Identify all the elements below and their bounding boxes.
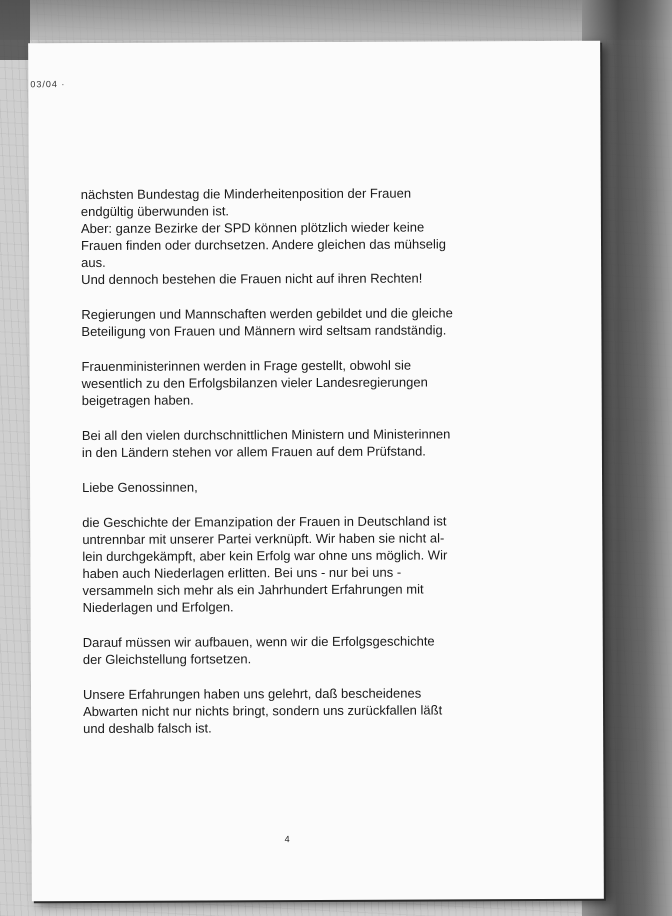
paragraph-2 — [81, 304, 521, 340]
page-number: 4 — [284, 834, 290, 845]
text-line: endgültig überwunden ist. — [80, 203, 230, 220]
text-line: Frauenministerinnen werden in Frage gestellt, obwohl sie — [81, 357, 412, 375]
document-page — [28, 41, 604, 901]
text-line: Liebe Genossinnen, — [82, 479, 198, 496]
paragraph-6 — [83, 632, 523, 668]
text-line: lein durchgekämpft, aber kein Erfolg war ohne uns möglich. Wir — [82, 547, 448, 565]
text-line: Aber: ganze Bezirke der SPD können plötzlich wieder keine — [80, 219, 425, 237]
paragraph-7 — [83, 684, 523, 737]
text-line: und deshalb falsch ist. — [83, 720, 212, 737]
text-line: haben auch Niederlagen erlitten. Bei uns - nur bei uns - — [82, 564, 402, 582]
text-line: in den Ländern stehen vor allem Frauen auf dem Prüfstand. — [81, 443, 426, 461]
text-line: Unsere Erfahrungen haben uns gelehrt, daß bescheidenes — [82, 685, 422, 703]
paragraph-1 — [81, 184, 521, 288]
salutation — [82, 477, 522, 496]
scan-left-shadow — [0, 0, 30, 60]
text-line: Niederlagen und Erfolgen. — [82, 599, 234, 616]
text-line: Abwarten nicht nur nichts bringt, sondern uns zurückfallen läßt — [83, 702, 443, 720]
text-line: die Geschichte der Emanzipation der Frauen in Deutschland ist — [82, 513, 447, 531]
text-line: Darauf müssen wir aufbauen, wenn wir die Erfolgsgeschichte — [82, 633, 435, 651]
text-line: untrennbar mit unserer Partei verknüpft. Wir haben sie nicht al- — [82, 530, 445, 548]
paragraph-5 — [82, 512, 522, 616]
text-line: der Gleichstellung fortsetzen. — [82, 651, 252, 668]
text-line: nächsten Bundestag die Minderheitenposition der Frauen — [80, 185, 412, 203]
text-line: versammeln sich mehr als ein Jahrhundert Erfahrungen mit — [82, 581, 424, 599]
text-line: Bei all den vielen durchschnittlichen Ministern und Ministerinnen — [81, 426, 451, 444]
text-line: beigetragen haben. — [81, 392, 194, 409]
corner-mark: 03/04 · — [30, 79, 66, 90]
text-line: Und dennoch bestehen die Frauen nicht auf ihren Rechten! — [81, 270, 423, 288]
paragraph-3 — [82, 356, 522, 409]
text-line: wesentlich zu den Erfolgsbilanzen vieler Landesregierungen — [81, 374, 428, 392]
text-line: Regierungen und Mannschaften werden gebildet und die gleiche — [81, 305, 453, 323]
document-body — [81, 184, 523, 737]
paragraph-4 — [82, 425, 522, 461]
scan-top-shadow — [0, 0, 672, 40]
text-line: Frauen finden oder durchsetzen. Andere gleichen das mühselig — [80, 236, 447, 254]
text-line: Beteiligung von Frauen und Männern wird seltsam randständig. — [81, 322, 447, 340]
text-line: aus. — [81, 254, 106, 271]
